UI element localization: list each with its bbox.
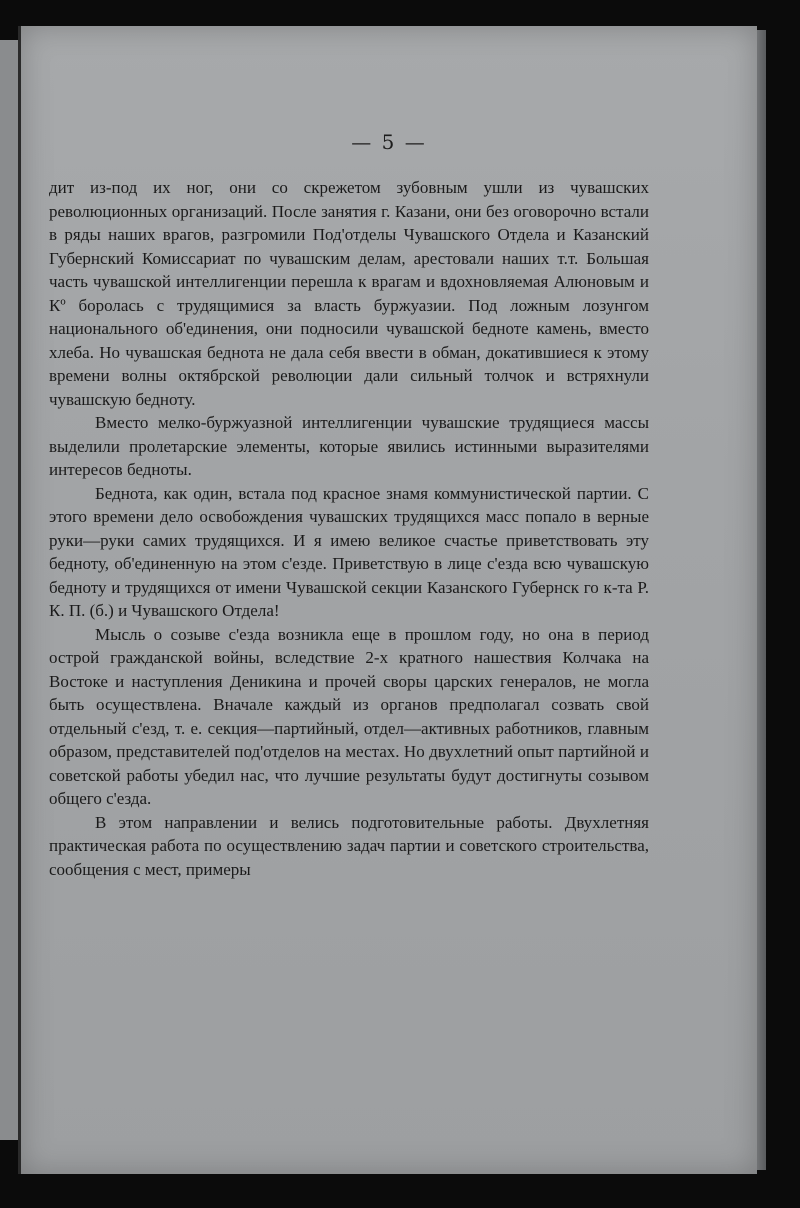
paragraph-1: дит из-под их ног, они со скрежетом зубовным ушли из чувашских революционных организаций. После занятия г. Казани, они без оговорочно встали в ряды наших врагов, разгромили Под'отделы Чувашского Отдела и Казанский Губернский Комиссариат по чувашским делам, арестовали наших т.т. Большая часть чувашской интеллигенции перешла к врагам и вдохновляемая Алюновым и Кº боролась с трудящимися за власть буржуазии. Под ложным лозунгом национального об'единения, они подносили чувашской бедноте камень, вместо хлеба. Но чувашская беднота не дала себя ввести в обман, докатившиеся к этому времени волны октябрской революции дали сильный толчок и встряхнули чувашскую бедноту. bbox=[49, 178, 649, 409]
book-page bbox=[18, 26, 757, 1174]
page-number: — 5 — bbox=[351, 130, 427, 154]
page-body bbox=[49, 176, 649, 881]
paragraph-5: В этом направлении и велись подготовительные работы. Двухлетняя практическая работа по осуществлению задач партии и советского строительства, сообщения с мест, примеры bbox=[49, 812, 649, 879]
paragraph-2: Вместо мелко-буржуазной интеллигенции чувашские трудящиеся массы выделили пролетарские элементы, которые явились истинными выразителями интересов бедноты. bbox=[49, 413, 649, 479]
paragraph-3: Беднота, как один, встала под красное знамя коммунистической партии. С этого времени дело освобождения чувашских трудящихся масс попало в верные руки—руки самих трудящихся. И я имею великое счастье приветствовать эту бедноту, об'единенную на этом с'езде. Приветствую в лице с'езда всю чувашскую бедноту и трудящихся от имени Чувашской секции Казанского Губернск го к-та Р. К. П. (б.) и Чувашского Отдела! bbox=[49, 483, 649, 620]
paragraph-4: Мысль о созыве с'езда возникла еще в прошлом году, но она в период острой гражданской войны, вследствие 2-х кратного нашествия Колчака на Востоке и наступления Деникина и прочей своры царских генералов, не могла быть осуществлена. Вначале каждый из органов предполагал созвать свой отдельный с'езд, т. е. секция—партийный, отдел—активных работников, главным образом, представителей под'отделов на местах. Но двухлетний опыт партийной и советской работы убедил нас, что лучшие результаты будут достигнуты созывом общего с'езда. bbox=[49, 624, 649, 808]
